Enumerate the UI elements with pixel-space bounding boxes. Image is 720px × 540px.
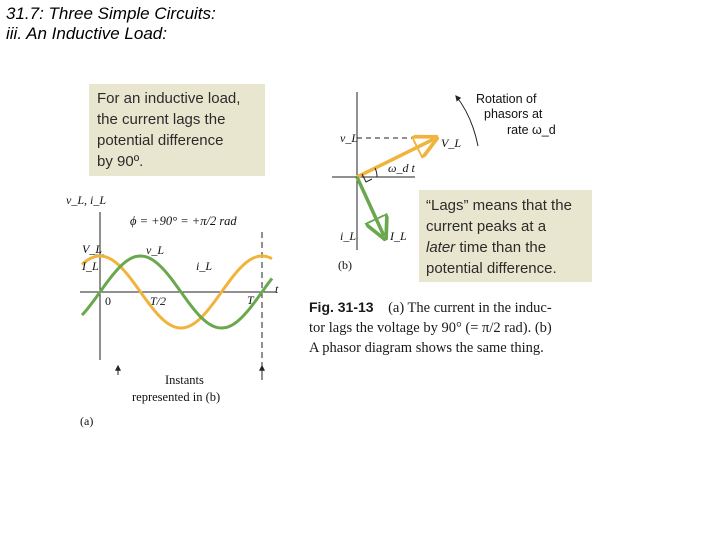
graph-a-y-axis-label: v_L, i_L [66, 193, 107, 207]
graph-a-phase-label: ϕ = +90° = +π/2 rad [130, 214, 237, 228]
caption-line2: tor lags the voltage by 90° (= π/2 rad). (b) [309, 320, 552, 336]
caption-line3: A phasor diagram shows the same thing. [309, 340, 544, 356]
caption-line1 [309, 297, 609, 318]
callout-b-line1: “Lags” means that the [426, 197, 572, 214]
rotation-line2: phasors at [484, 107, 543, 121]
graph-a [66, 193, 279, 428]
callout-a-line3: potential difference [97, 132, 224, 149]
graph-a-panel-label: (a) [80, 414, 94, 428]
graph-a-zero-label: 0 [105, 294, 111, 308]
callout-a-line2: the current lags the [97, 111, 226, 128]
callout-b-line2: current peaks at a [426, 218, 547, 235]
instants-line1: Instants [165, 373, 204, 387]
graph-a-t-axis-label: t [275, 282, 279, 296]
callout-b-later: later [426, 239, 456, 256]
graph-a-il-curve-label: i_L [196, 259, 213, 273]
phasor-panel-label: (b) [338, 258, 352, 272]
rotation-line3: rate ω_d [507, 123, 556, 137]
phasor-vl-label: V_L [441, 136, 462, 150]
callout-b-line4: potential difference. [426, 260, 557, 277]
callout-b-line3-rest: time than the [455, 239, 547, 256]
graph-a-vl-amp-label: V_L [82, 242, 103, 256]
graph-a-vl-curve-label: v_L [146, 243, 164, 257]
phasor-angle-label: ω_d t [388, 161, 415, 175]
slide-title-line2: iii. An Inductive Load: [6, 24, 167, 43]
callout-a-line1: For an inductive load, [97, 90, 241, 107]
graph-a-period-label: T [247, 293, 254, 307]
phasor-il-label: I_L [390, 229, 407, 243]
phasor-il-arrow [357, 177, 384, 236]
phasor-diagram-b [332, 92, 556, 272]
callout-a-line4: by 90º. [97, 153, 144, 170]
slide-title-line1: 31.7: Three Simple Circuits: [6, 4, 216, 23]
phasor-angle-arc [375, 168, 377, 177]
rotation-line1: Rotation of [476, 92, 537, 106]
instants-line2: represented in (b) [132, 390, 221, 404]
caption-line1-rest: (a) The current in the induc- [388, 300, 552, 316]
figure-caption [309, 297, 609, 358]
phasor-vl-proj-label: v_L [340, 131, 358, 145]
caption-fig-label: Fig. 31-13 [309, 299, 374, 315]
phasor-il-proj-label: i_L [340, 229, 357, 243]
graph-a-il-amp-label: I_L [82, 259, 99, 273]
graph-a-half-period-label: T/2 [150, 294, 167, 308]
